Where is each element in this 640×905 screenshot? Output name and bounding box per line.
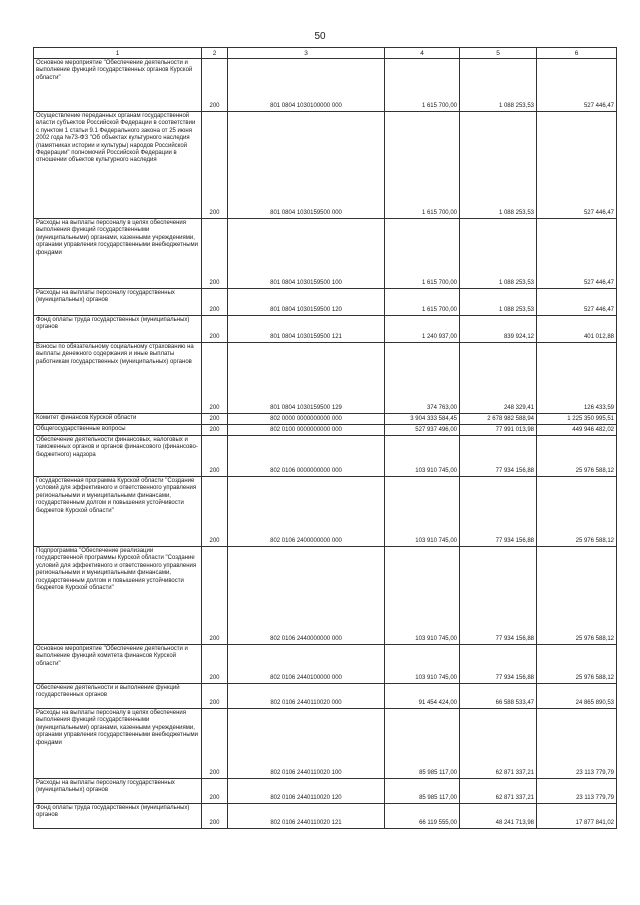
budget-code: 802 0106 2440110020 121 — [228, 804, 385, 829]
approved-amount: 1 615 700,00 — [385, 112, 460, 219]
approved-amount: 91 454 424,00 — [385, 684, 460, 709]
row-name: Подпрограмма "Обеспечение реализации государственной программы Курской области "Создание условий для эффективного и ответственного управления региональными и муниципальными финансами, государственным долгом и повышения устойчивости бюджетов Курской области" — [34, 547, 202, 645]
executed-amount: 77 934 156,88 — [460, 436, 537, 477]
row-name: Расходы на выплаты персоналу государственных (муниципальных) органов — [34, 289, 202, 316]
table-row — [34, 316, 617, 343]
table-row — [34, 59, 617, 112]
column-header: 3 — [228, 48, 385, 59]
executed-amount: 77 991 013,98 — [460, 425, 537, 436]
executed-amount: 62 871 337,21 — [460, 779, 537, 804]
budget-code: 802 0106 2440100000 000 — [228, 645, 385, 684]
row-name: Расходы на выплаты персоналу в целях обеспечения выполнения функций государственными (муниципальными) органами, казенными учреждениями, органами управления государственными внебюджетными фондами — [34, 709, 202, 779]
executed-amount: 1 088 253,53 — [460, 59, 537, 112]
section-code: 200 — [202, 112, 228, 219]
approved-amount: 1 615 700,00 — [385, 289, 460, 316]
approved-amount: 1 240 937,00 — [385, 316, 460, 343]
executed-amount: 839 924,12 — [460, 316, 537, 343]
row-name: Общегосударственные вопросы — [34, 425, 202, 436]
table-row — [34, 684, 617, 709]
executed-amount: 1 088 253,53 — [460, 219, 537, 289]
section-code: 200 — [202, 804, 228, 829]
section-code: 200 — [202, 425, 228, 436]
row-name: Фонд оплаты труда государственных (муниципальных) органов — [34, 804, 202, 829]
unexecuted-amount: 126 433,59 — [537, 343, 617, 414]
unexecuted-amount: 527 446,47 — [537, 219, 617, 289]
row-name: Расходы на выплаты персоналу государственных (муниципальных) органов — [34, 779, 202, 804]
row-name: Основное мероприятие "Обеспечение деятельности и выполнение функций комитета финансов Курской области" — [34, 645, 202, 684]
row-name: Фонд оплаты труда государственных (муниципальных) органов — [34, 316, 202, 343]
table-row — [34, 547, 617, 645]
budget-code: 802 0106 2440110020 100 — [228, 709, 385, 779]
unexecuted-amount: 23 113 779,79 — [537, 779, 617, 804]
budget-code: 802 0100 0000000000 000 — [228, 425, 385, 436]
section-code: 200 — [202, 289, 228, 316]
column-header: 5 — [460, 48, 537, 59]
approved-amount: 103 910 745,00 — [385, 477, 460, 547]
unexecuted-amount: 25 976 588,12 — [537, 477, 617, 547]
executed-amount: 1 088 253,53 — [460, 112, 537, 219]
unexecuted-amount: 401 012,88 — [537, 316, 617, 343]
section-code: 200 — [202, 343, 228, 414]
executed-amount: 248 329,41 — [460, 343, 537, 414]
approved-amount: 374 763,00 — [385, 343, 460, 414]
unexecuted-amount: 1 225 350 995,51 — [537, 414, 617, 425]
executed-amount: 2 678 982 588,94 — [460, 414, 537, 425]
page-number: 50 — [314, 31, 326, 42]
approved-amount: 103 910 745,00 — [385, 436, 460, 477]
table-row — [34, 709, 617, 779]
table-row — [34, 477, 617, 547]
budget-code: 802 0106 2440110020 000 — [228, 684, 385, 709]
unexecuted-amount: 449 946 482,02 — [537, 425, 617, 436]
table-row — [34, 343, 617, 414]
executed-amount: 77 934 156,88 — [460, 645, 537, 684]
column-header: 1 — [34, 48, 202, 59]
budget-code: 801 0804 1030100000 000 — [228, 59, 385, 112]
unexecuted-amount: 527 446,47 — [537, 59, 617, 112]
executed-amount: 48 241 713,98 — [460, 804, 537, 829]
section-code: 200 — [202, 709, 228, 779]
table-row — [34, 414, 617, 425]
unexecuted-amount: 17 877 841,02 — [537, 804, 617, 829]
unexecuted-amount: 24 865 890,53 — [537, 684, 617, 709]
row-name: Основное мероприятие "Обеспечение деятельности и выполнение функций государственных органов Курской области" — [34, 59, 202, 112]
unexecuted-amount: 25 976 588,12 — [537, 645, 617, 684]
approved-amount: 103 910 745,00 — [385, 645, 460, 684]
section-code: 200 — [202, 645, 228, 684]
budget-code: 802 0106 2400000000 000 — [228, 477, 385, 547]
executed-amount: 77 934 156,88 — [460, 547, 537, 645]
section-code: 200 — [202, 219, 228, 289]
approved-amount: 66 119 555,00 — [385, 804, 460, 829]
approved-amount: 103 910 745,00 — [385, 547, 460, 645]
approved-amount: 3 904 333 584,45 — [385, 414, 460, 425]
approved-amount: 85 985 117,00 — [385, 779, 460, 804]
executed-amount: 1 088 253,53 — [460, 289, 537, 316]
unexecuted-amount: 527 446,47 — [537, 112, 617, 219]
table-row — [34, 436, 617, 477]
budget-code: 801 0804 1030159500 129 — [228, 343, 385, 414]
section-code: 200 — [202, 477, 228, 547]
budget-code: 801 0804 1030159500 000 — [228, 112, 385, 219]
section-code: 200 — [202, 547, 228, 645]
table-row — [34, 289, 617, 316]
row-name: Обеспечение деятельности и выполнение функций государственных органов — [34, 684, 202, 709]
row-name: Расходы на выплаты персоналу в целях обеспечения выполнения функций государственными (муниципальными) органами, казенными учреждениями, органами управления государственными внебюджетными фондами — [34, 219, 202, 289]
table-row — [34, 779, 617, 804]
row-name: Взносы по обязательному социальному страхованию на выплаты денежного содержания и иные выплаты работникам государственных (муниципальных) органов — [34, 343, 202, 414]
approved-amount: 527 937 496,00 — [385, 425, 460, 436]
section-code: 200 — [202, 316, 228, 343]
executed-amount: 66 588 533,47 — [460, 684, 537, 709]
approved-amount: 1 615 700,00 — [385, 59, 460, 112]
section-code: 200 — [202, 779, 228, 804]
budget-code: 801 0804 1030159500 120 — [228, 289, 385, 316]
budget-code: 802 0106 0000000000 000 — [228, 436, 385, 477]
table-row — [34, 112, 617, 219]
budget-code: 802 0000 0000000000 000 — [228, 414, 385, 425]
row-name: Комитет финансов Курской области — [34, 414, 202, 425]
section-code: 200 — [202, 436, 228, 477]
budget-code: 801 0804 1030159500 121 — [228, 316, 385, 343]
row-name: Обеспечение деятельности финансовых, налоговых и таможенных органов и органов финансового (финансово-бюджетного) надзора — [34, 436, 202, 477]
row-name: Осуществление переданных органам государственной власти субъектов Российской Федерации в соответствии с пунктом 1 статьи 9.1 Федерального закона от 25 июня 2002 года №73-ФЗ "Об объектах культурного наследия (памятниках истории и культуры) народов Российской Федерации" полномочий Российской Федерации в отношении объектов культурного наследия — [34, 112, 202, 219]
budget-code: 802 0106 2440000000 000 — [228, 547, 385, 645]
unexecuted-amount: 25 976 588,12 — [537, 547, 617, 645]
column-header: 6 — [537, 48, 617, 59]
executed-amount: 62 871 337,21 — [460, 709, 537, 779]
unexecuted-amount: 527 446,47 — [537, 289, 617, 316]
table-row — [34, 219, 617, 289]
budget-code: 802 0106 2440110020 120 — [228, 779, 385, 804]
column-header: 4 — [385, 48, 460, 59]
unexecuted-amount: 25 976 588,12 — [537, 436, 617, 477]
budget-code: 801 0804 1030159500 100 — [228, 219, 385, 289]
section-code: 200 — [202, 684, 228, 709]
section-code: 200 — [202, 59, 228, 112]
column-header: 2 — [202, 48, 228, 59]
budget-table — [33, 47, 617, 829]
header-row — [34, 48, 617, 59]
table-row — [34, 425, 617, 436]
section-code: 200 — [202, 414, 228, 425]
row-name: Государственная программа Курской области "Создание условий для эффективного и ответственного управления региональными и муниципальными финансами, государственным долгом и повышения устойчивости бюджетов Курской области" — [34, 477, 202, 547]
approved-amount: 85 985 117,00 — [385, 709, 460, 779]
unexecuted-amount: 23 113 779,79 — [537, 709, 617, 779]
approved-amount: 1 615 700,00 — [385, 219, 460, 289]
table-row — [34, 645, 617, 684]
executed-amount: 77 934 156,88 — [460, 477, 537, 547]
table-row — [34, 804, 617, 829]
